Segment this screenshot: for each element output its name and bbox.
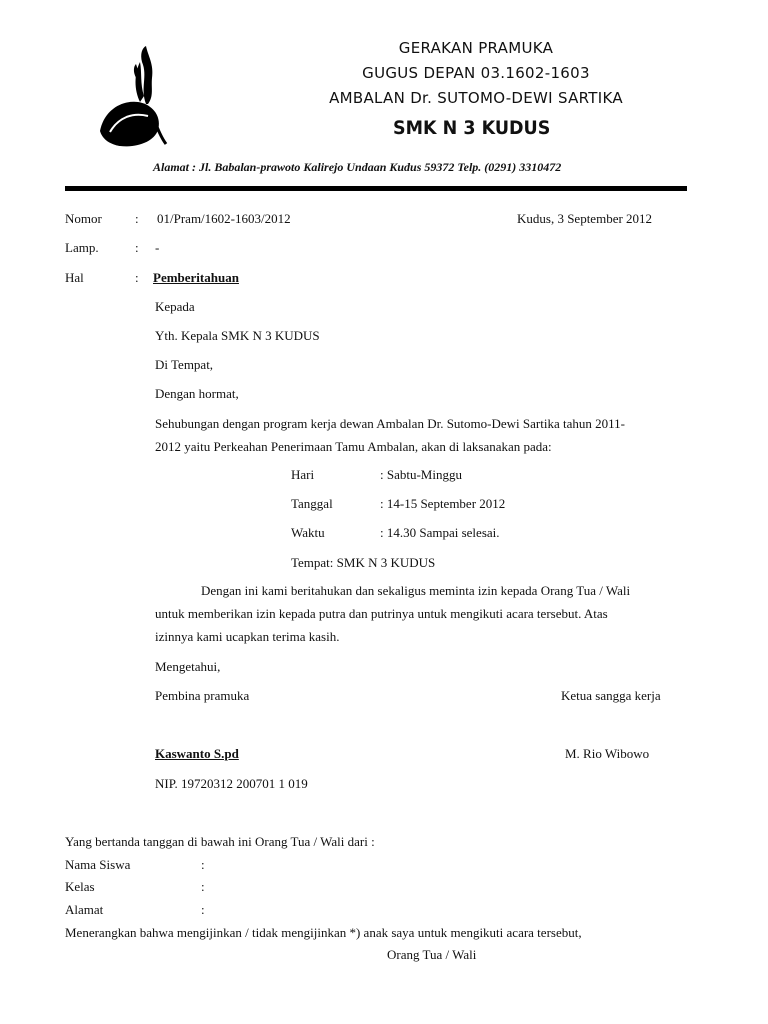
mengetahui: Mengetahui, [155, 659, 221, 674]
lamp-colon: : [135, 240, 139, 255]
hal-label: Hal [65, 270, 84, 285]
greeting: Dengan hormat, [155, 386, 239, 401]
form-intro: Yang bertanda tanggan di bawah ini Orang Tua / Wali dari : [65, 834, 375, 849]
nomor-value: 01/Pram/1602-1603/2012 [157, 211, 291, 226]
alamat-field[interactable]: : [201, 902, 205, 917]
paragraph-2-line-1: Dengan ini kami beritahukan dan sekaligus meminta izin kepada Orang Tua / Wali [201, 583, 631, 598]
hari-value: : Sabtu-Minggu [380, 467, 462, 482]
hal-colon: : [135, 270, 139, 285]
kepada: Kepada [155, 299, 195, 314]
paragraph-1-line-1: Sehubungan dengan program kerja dewan Ambalan Dr. Sutomo-Dewi Sartika tahun 2011- [155, 416, 625, 431]
paragraph-1-line-2: 2012 yaitu Perkeahan Penerimaan Tamu Ambalan, akan di laksanakan pada: [155, 439, 552, 454]
tanggal-label: Tanggal [291, 496, 333, 511]
consent-statement: Menerangkan bahwa mengijinkan / tidak mengijinkan *) anak saya untuk mengikuti acara tersebut, [65, 925, 582, 940]
paragraph-2-line-3: izinnya kami ucapkan terima kasih. [155, 629, 340, 644]
place: Di Tempat, [155, 357, 214, 372]
left-signer-nip: NIP. 19720312 200701 1 019 [155, 776, 308, 791]
right-signer-name: M. Rio Wibowo [565, 746, 650, 761]
venue: Tempat: SMK N 3 KUDUS [291, 555, 436, 570]
nama-siswa-field[interactable]: : [201, 857, 205, 872]
org-name: GERAKAN PRAMUKA [398, 39, 554, 57]
kelas-field[interactable]: : [201, 879, 205, 894]
nomor-label: Nomor [65, 211, 102, 226]
paragraph-2-line-2: untuk memberikan izin kepada putra dan putrinya untuk mengikuti acara tersebut. Atas [155, 606, 608, 621]
kelas-label: Kelas [65, 879, 95, 894]
parent-signature-label: Orang Tua / Wali [387, 947, 477, 962]
waktu-label: Waktu [291, 525, 325, 540]
nama-siswa-label: Nama Siswa [65, 857, 131, 872]
recipient: Yth. Kepala SMK N 3 KUDUS [155, 328, 320, 343]
lamp-label: Lamp. [65, 240, 99, 255]
left-signer-title: Pembina pramuka [155, 688, 250, 703]
hari-label: Hari [291, 467, 315, 482]
hal-value: Pemberitahuan [153, 270, 239, 285]
left-signer-name: Kaswanto S.pd [155, 746, 239, 761]
right-signer-title: Ketua sangga kerja [561, 688, 661, 703]
alamat-label: Alamat [65, 902, 104, 917]
tanggal-value: : 14-15 September 2012 [380, 496, 506, 511]
address: Alamat : Jl. Babalan-prawoto Kalirejo Undaan Kudus 59372 Telp. (0291) 3310472 [153, 160, 562, 174]
tunas-kelapa-icon [96, 44, 170, 150]
waktu-value: : 14.30 Sampai selesai. [380, 525, 500, 540]
ambalan-name: AMBALAN Dr. SUTOMO-DEWI SARTIKA [329, 89, 623, 107]
nomor-colon: : [135, 211, 139, 226]
school-name: SMK N 3 KUDUS [393, 117, 551, 139]
letter-date: Kudus, 3 September 2012 [517, 211, 653, 226]
gugus-depan: GUGUS DEPAN 03.1602-1603 [362, 64, 590, 82]
lamp-value: - [155, 240, 160, 255]
header-rule [65, 186, 687, 191]
